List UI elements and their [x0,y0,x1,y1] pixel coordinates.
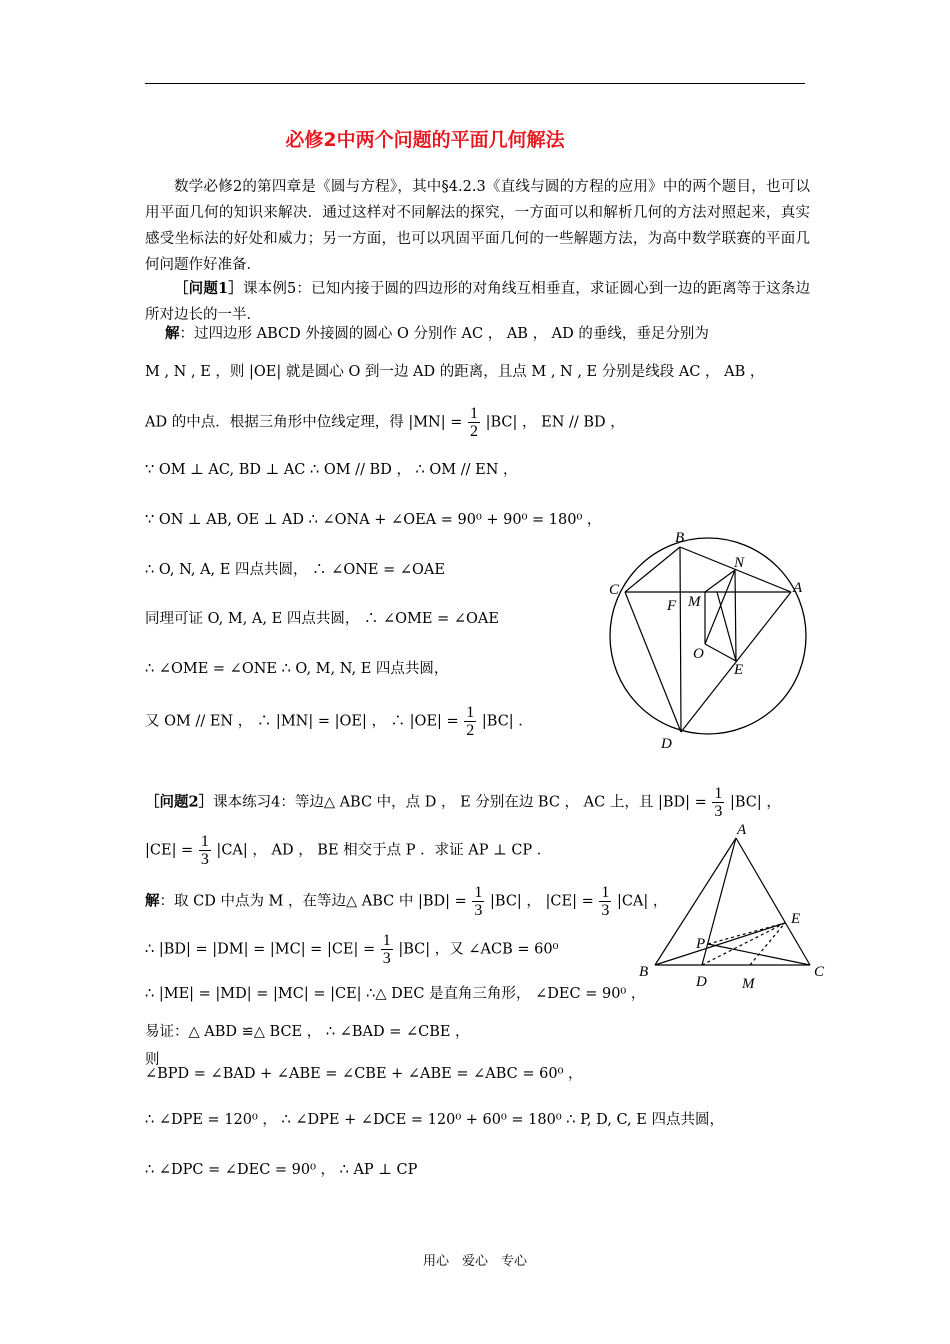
frac-den: 3 [382,950,391,967]
p1-line-3a: AD 的中点．根据三角形中位线定理，得 |MN| = [145,414,467,431]
p1-line-7: 同理可证 O, M, A, E 四点共圆， ∴ ∠OME = ∠OAE [145,611,499,627]
p1-line-2: M , N , E ，则 |OE| 就是圆心 O 到一边 AD 的距离，且点 M , N , E 分别是线段 AC ， AB ， [145,364,765,380]
p1-line-4: ∵ OM ⊥ AC, BD ⊥ AC ∴ OM // BD ， ∴ OM // EN ， [145,462,518,478]
fig2-label: A [737,822,747,838]
fig2-label: P [696,936,706,952]
p1-line-9a: 又 OM // EN ， ∴ |MN| = |OE| ， ∴ |OE| = [145,713,464,730]
page-footer: 用心 爱心 专心 [422,1254,527,1269]
header-rule [145,83,805,84]
p2-line-3b: |BC| ， |CE| = [485,893,599,910]
frac-num: 1 [470,405,478,422]
seg-OE [705,644,736,661]
frac-den: 3 [200,851,209,868]
fig1-label: O [693,646,704,662]
p1-line-5: ∵ ON ⊥ AB, OE ⊥ AD ∴ ∠ONA + ∠OEA = 90⁰ + 90⁰ = 180⁰ ， [145,512,602,528]
seg-PE [708,923,785,944]
frac-den: 2 [466,722,475,739]
fig1-label: A [793,580,803,596]
seg-BE [655,923,785,965]
p2-line-3a: ：取 CD 中点为 M ，在等边△ ABC 中 |BD| = [159,893,472,910]
problem1-statement [145,276,810,328]
fig1-label: M [688,594,701,610]
p2-line-6: 易证：△ ABD ≌△ BCE ， ∴ ∠BAD = ∠CBE ， [145,1024,470,1040]
fraction-third [599,884,611,919]
p2-solve-label: 解 [145,892,160,910]
side-AC [736,838,810,965]
frac-den: 3 [714,803,723,820]
frac-num: 1 [200,833,209,850]
p1-line-9 [145,704,533,739]
problem1-tag: ［问题1］ [174,280,243,297]
p1-line-1-text: ：过四边形 ABCD 外接圆的圆心 O 分别作 AC ， AB ， AD 的垂线，垂足分别为 [179,326,709,342]
diag-BD [680,547,681,732]
fraction-third [712,785,724,820]
fig1-label: F [667,598,677,614]
frac-den: 3 [474,902,483,919]
fig1-label: N [734,555,745,571]
fig1-label: E [734,662,744,678]
fig2-label: B [639,964,649,980]
fraction-half [468,405,480,440]
p2-line-2 [145,833,551,868]
p1-solve-label: 解 [165,325,180,342]
p1-line-3 [145,405,625,440]
problem1-statement-text: 课本例5：已知内接于圆的四边形的对角线互相垂直，求证圆心到一边的距离等于这条边所对边长的一半． [145,281,810,323]
figure-circle-quadrilateral [595,530,825,755]
frac-num: 1 [382,932,391,949]
p2-line-1 [145,785,781,820]
fig1-label: D [661,736,672,752]
p2-line-10: ∴ ∠DPC = ∠DEC = 90⁰ ， ∴ AP ⊥ CP [145,1162,418,1178]
fraction-third [381,932,393,967]
p2-line-7: 则 [145,1052,160,1068]
frac-num: 1 [474,884,483,901]
fig1-label: C [609,582,620,598]
seg-DE [702,923,785,965]
p2-line-1b: |BC| ， [725,794,781,811]
p2-line-3c: |CA| ， [612,893,668,910]
figure-equilateral-triangle [632,820,832,995]
fraction-half-2 [464,704,476,739]
frac-den: 2 [470,423,478,440]
p2-line-9: ∴ ∠DPE = 120⁰ ， ∴ ∠DPE + ∠DCE = 120⁰ + 60⁰ = 180⁰ ∴ P, D, C, E 四点共圆， [145,1112,724,1128]
page-title: 必修2中两个问题的平面几何解法 [285,129,565,151]
seg-NE [735,570,736,661]
fig1-label: B [675,530,685,546]
frac-den: 3 [601,902,610,919]
fraction-third [199,833,211,868]
p2-line-4a: ∴ |BD| = |DM| = |MC| = |CE| = [145,941,380,958]
p1-line-1 [165,322,709,343]
p2-line-8: ∠BPD = ∠BAD + ∠ABE = ∠CBE + ∠ABE = ∠ABC = 60⁰ ， [145,1066,583,1082]
frac-num: 1 [466,704,475,721]
p2-line-3 [145,884,667,919]
p2-line-4b: |BC| ，又 ∠ACB = 60⁰ [393,941,559,958]
fig2-label: E [791,911,801,927]
p1-line-8: ∴ ∠OME = ∠ONE ∴ O, M, N, E 四点共圆， [145,661,449,677]
p1-line-3b: |BC| ， EN // BD ， [481,414,625,431]
p2-line-2a: |CE| = [145,842,198,859]
fig2-label: M [742,976,755,992]
seg-aux [717,592,736,661]
fig2-label: C [814,964,825,980]
p1-line-6: ∴ O, N, A, E 四点共圆， ∴ ∠ONE = ∠OAE [145,562,445,578]
intro-paragraph: 数学必修2的第四章是《圆与方程》，其中§4.2.3《直线与圆的方程的应用》中的两个题目，也可以用平面几何的知识来解决．通过这样对不同解法的探究，一方面可以和解析几何的方法对照起来，真实感受坐标法的好处和威力；另一方面，也可以巩固平面几何的一些解题方法，为高中数学联赛的平面几何问题作好准备． [145,179,810,273]
p2-line-2b: |CA| ， AD ， BE 相交于点 P ．求证 AP ⊥ CP ． [211,842,552,859]
side-CB [625,547,680,592]
frac-num: 1 [714,785,723,802]
p1-line-9b: |BC| ． [477,713,533,730]
fig2-label: D [696,974,707,990]
fraction-third [472,884,484,919]
p2-line-1a: 课本练习4：等边△ ABC 中，点 D ， E 分别在边 BC ， AC 上，且 |BD| = [213,794,712,811]
problem2-tag: ［问题2］ [145,793,214,811]
p2-line-5: ∴ |ME| = |MD| = |MC| = |CE| ∴△ DEC 是直角三角形， ∠DEC = 90⁰ ， [145,986,646,1002]
p2-line-4 [145,932,558,967]
frac-num: 1 [601,884,610,901]
